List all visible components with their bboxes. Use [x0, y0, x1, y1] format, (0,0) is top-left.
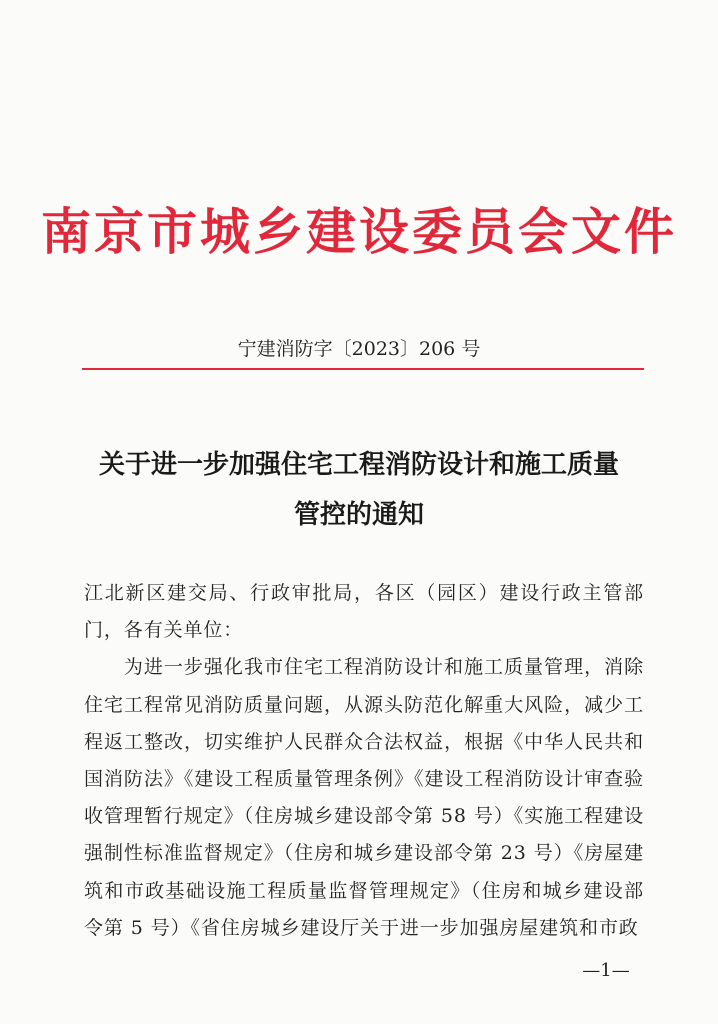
- page-number: —1—: [582, 960, 630, 981]
- recipients-line: 江北新区建交局、行政审批局，各区（园区）建设行政主管部门，各有关单位：: [84, 582, 644, 642]
- body-paragraph: 为进一步强化我市住宅工程消防设计和施工质量管理，消除住宅工程常见消防质量问题，从源头防范化解重大风险，减少工程返工整改，切实维护人民群众合法权益，根据《中华人民共和国消防法》《建设工程质量管理条例》《建设工程消防设计审查验收管理暂行规定》（住房城乡建设部令第 58 号）《实施工程建设强制性标准监督规定》（住房和城乡建设部令第 23 号）《房屋建筑和市政基础设施工程质量监督管理规定》（住房和城乡建设部令第 5 号）《省住房城乡建设厅关于进一步加强房屋建筑和市政: [84, 656, 644, 939]
- document-title: [0, 440, 718, 540]
- masthead-red-rule: [82, 368, 644, 370]
- document-title-line2: 管控的通知: [293, 500, 424, 530]
- document-title-line1: 关于进一步加强住宅工程消防设计和施工质量: [98, 450, 619, 480]
- document-body: [84, 575, 644, 947]
- document-masthead: 南京市城乡建设委员会文件: [41, 203, 677, 261]
- document-number: 宁建消防字〔2023〕206 号: [237, 338, 481, 360]
